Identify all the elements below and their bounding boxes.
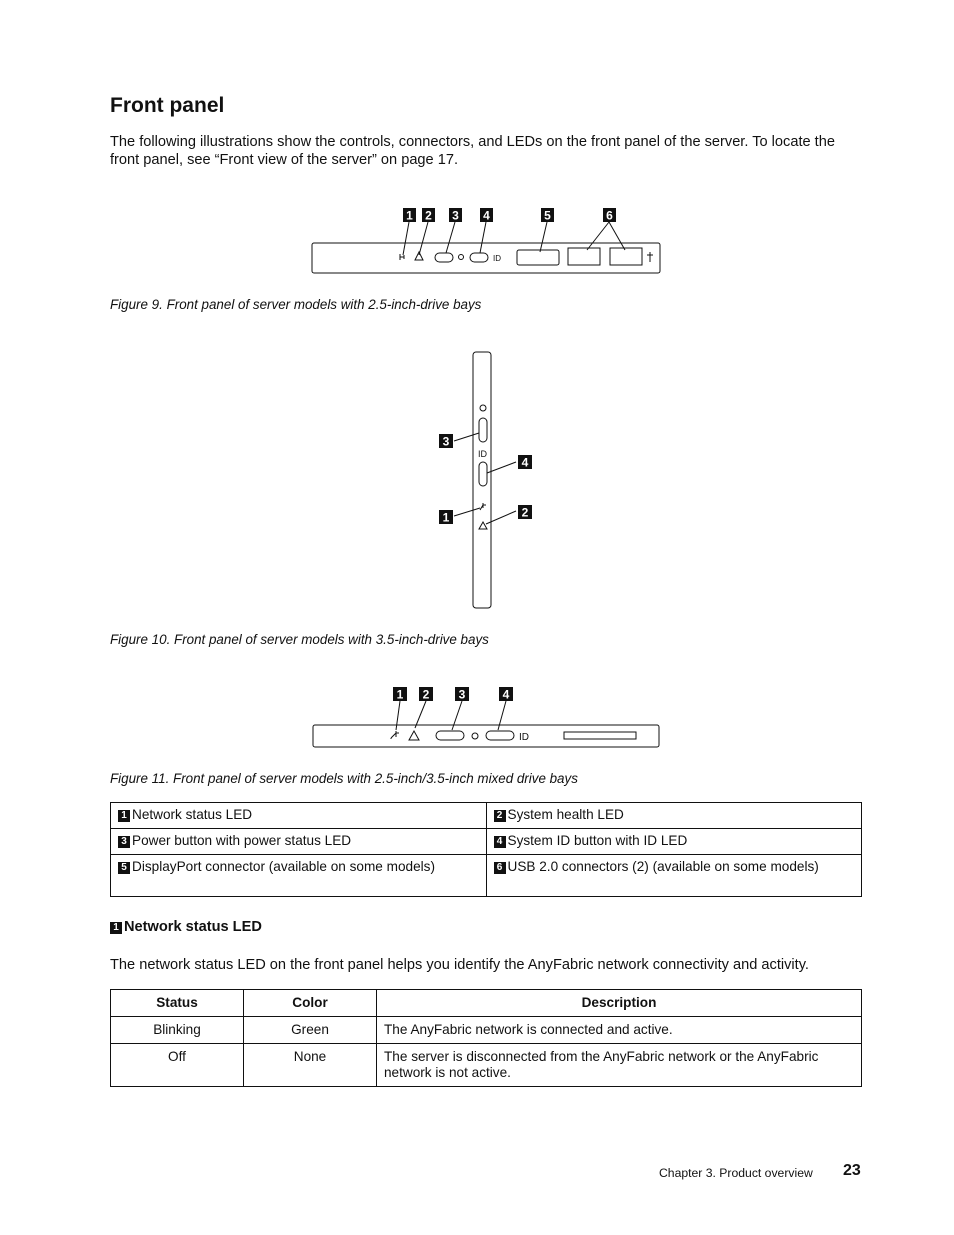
table-row [111, 803, 862, 829]
warning-triangle-icon [479, 522, 487, 529]
legend-cell [111, 803, 487, 829]
table-header-row [111, 990, 862, 1017]
callout-3-label: 3 [442, 434, 450, 449]
callout-badge: 3 [118, 836, 130, 848]
callout-2-label: 2 [521, 505, 529, 520]
id-label: ID [478, 449, 487, 459]
status-cell: Blinking [111, 1017, 244, 1044]
legend-cell [486, 829, 862, 855]
network-status-table [110, 989, 862, 1087]
usb-port-1 [568, 248, 600, 265]
column-header-description: Description [377, 990, 862, 1017]
panel-outline [473, 352, 491, 608]
power-button [436, 731, 464, 740]
legend-label: DisplayPort connector (available on some models) [132, 859, 435, 874]
callout-4-label: 4 [521, 455, 529, 470]
legend-cell [111, 829, 487, 855]
panel-outline [312, 243, 660, 273]
status-cell: Off [111, 1044, 244, 1087]
page-title: Front panel [110, 94, 225, 117]
power-icon [459, 255, 464, 260]
displayport-connector [517, 250, 559, 265]
power-button [479, 418, 487, 442]
power-button [435, 253, 453, 262]
table-row [111, 1044, 862, 1087]
description-cell: The AnyFabric network is connected and active. [377, 1017, 862, 1044]
figure-9-diagram [300, 200, 680, 280]
callout-1-label: 1 [442, 510, 450, 525]
column-header-status: Status [111, 990, 244, 1017]
warning-triangle-icon [409, 731, 419, 740]
color-cell: Green [244, 1017, 377, 1044]
color-cell: None [244, 1044, 377, 1087]
callout-4-label: 4 [483, 208, 490, 223]
legend-cell [486, 855, 862, 897]
legend-label: Power button with power status LED [132, 833, 352, 848]
network-icon [480, 503, 486, 510]
callout-5-label: 5 [544, 208, 551, 223]
callout-1-label: 1 [396, 687, 404, 702]
id-button [486, 731, 514, 740]
page-number: 23 [843, 1162, 861, 1179]
legend-cell [486, 803, 862, 829]
figure-10-caption: Figure 10. Front panel of server models with 3.5-inch-drive bays [110, 632, 489, 647]
power-icon [480, 405, 486, 411]
legend-cell [111, 855, 487, 897]
usb-icon [647, 252, 653, 262]
intro-paragraph: The following illustrations show the controls, connectors, and LEDs on the front panel of the server. To locate the front panel, see “Front view of the server” on page 17. [110, 134, 835, 168]
callout-badge: 2 [494, 810, 506, 822]
legend-label: System health LED [507, 807, 624, 822]
legend-label: USB 2.0 connectors (2) (available on some models) [507, 859, 819, 874]
figure-10-diagram [430, 345, 550, 615]
callout-badge: 1 [118, 810, 130, 822]
callout-badge: 4 [494, 836, 506, 848]
callout-badge: 5 [118, 862, 130, 874]
callout-badge: 6 [494, 862, 506, 874]
figure-9-caption: Figure 9. Front panel of server models with 2.5-inch-drive bays [110, 297, 482, 312]
id-button [470, 253, 488, 262]
callout-3-label: 3 [458, 687, 466, 702]
id-label: ID [519, 732, 529, 743]
callout-3-label: 3 [452, 208, 459, 223]
table-row [111, 855, 862, 897]
drive-slot [564, 732, 636, 739]
id-label: ID [493, 254, 501, 263]
callout-4-label: 4 [502, 687, 510, 702]
legend-label: Network status LED [132, 807, 253, 822]
power-icon [472, 733, 478, 739]
network-icon [391, 731, 399, 739]
usb-port-2 [610, 248, 642, 265]
callout-6-label: 6 [606, 208, 613, 223]
column-header-color: Color [244, 990, 377, 1017]
id-button [479, 462, 487, 486]
figure-11-caption: Figure 11. Front panel of server models with 2.5-inch/3.5-inch mixed drive bays [110, 771, 578, 786]
figure-11-diagram [300, 680, 680, 760]
section-body: The network status LED on the front panel helps you identify the AnyFabric network connectivity and activity. [110, 957, 809, 973]
table-row [111, 829, 862, 855]
description-cell: The server is disconnected from the AnyFabric network or the AnyFabric network is not active. [377, 1044, 862, 1087]
callout-2-label: 2 [422, 687, 430, 702]
callout-2-label: 2 [425, 208, 432, 223]
callout-badge: 1 [110, 922, 122, 934]
section-heading [110, 919, 262, 935]
legend-label: System ID button with ID LED [507, 833, 688, 848]
callout-legend-table [110, 802, 862, 897]
callout-1-label: 1 [406, 208, 413, 223]
table-row [111, 1017, 862, 1044]
section-heading-text: Network status LED [124, 919, 262, 935]
footer-chapter: Chapter 3. Product overview [659, 1166, 813, 1180]
